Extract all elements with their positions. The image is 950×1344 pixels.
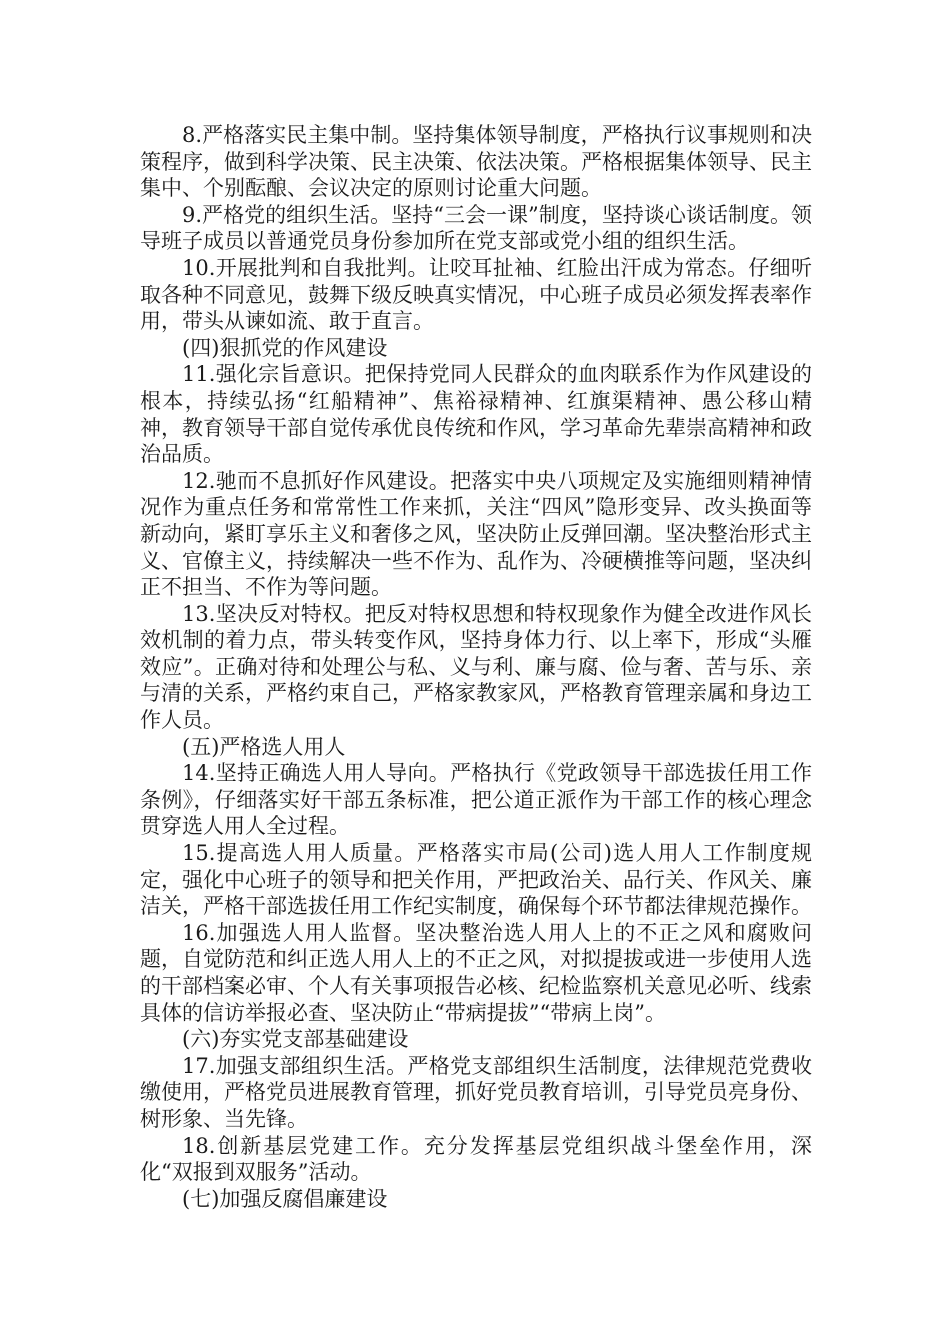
paragraph-item-10: 10.开展批判和自我批判。让咬耳扯袖、红脸出汗成为常态。仔细听取各种不同意见，鼓舞下级反映真实情况，中心班子成员必须发挥表率作用，带头从谏如流、敢于直言。 (140, 255, 812, 334)
section-heading-6: (六)夯实党支部基础建设 (182, 1027, 409, 1052)
paragraph-item-14: 14.坚持正确选人用人导向。严格执行《党政领导干部选拔任用工作条例》，仔细落实好干部五条标准，把公道正派作为干部工作的核心理念贯穿选人用人全过程。 (140, 761, 812, 839)
paragraph-item-17: 17.加强支部组织生活。严格党支部组织生活制度，法律规范党费收缴使用，严格党员进展教育管理，抓好党员教育培训，引导党员亮身份、树形象、当先锋。 (140, 1053, 812, 1131)
paragraph-item-15: 15.提高选人用人质量。严格落实市局(公司)选人用人工作制度规定，强化中心班子的领导和把关作用，严把政治关、品行关、作风关、廉洁关，严格干部选拔任用工作纪实制度，确保每个环节都法律规范操作。 (140, 841, 812, 919)
paragraph-item-16: 16.加强选人用人监督。坚决整治选人用人上的不正之风和腐败问题，自觉防范和纠正选人用人上的不正之风，对拟提拔或进一步使用人选的干部档案必审、个人有关事项报告必核、纪检监察机关意见必听、线索具体的信访举报必查、坚决防止“带病提拔”“带病上岗”。 (140, 920, 812, 1025)
paragraph-item-12: 12.驰而不息抓好作风建设。把落实中央八项规定及实施细则精神情况作为重点任务和常常性工作来抓，关注“四风”隐形变异、改头换面等新动向，紧盯享乐主义和奢侈之风，坚决防止反弹回潮。坚决整治形式主义、官僚主义，持续解决一些不作为、乱作为、冷硬横推等问题，坚决纠正不担当、不作为等问题。 (140, 468, 812, 600)
section-heading-7: (七)加强反腐倡廉建设 (182, 1186, 388, 1211)
paragraph-item-11: 11.强化宗旨意识。把保持党同人民群众的血肉联系作为作风建设的根本，持续弘扬“红船精神”、焦裕禄精神、红旗渠精神、愚公移山精神，教育领导干部自觉传承优良传统和作风，学习革命先辈崇高精神和政治品质。 (140, 362, 812, 467)
paragraph-item-9: 9.严格党的组织生活。坚持“三会一课”制度，坚持谈心谈话制度。领导班子成员以普通党员身份参加所在党支部或党小组的组织生活。 (140, 202, 812, 254)
section-heading-5: (五)严格选人用人 (182, 734, 346, 759)
paragraph-item-8: 8.严格落实民主集中制。坚持集体领导制度，严格执行议事规则和决策程序，做到科学决策、民主决策、依法决策。严格根据集体领导、民主集中、个别酝酿、会议决定的原则讨论重大问题。 (140, 123, 812, 201)
paragraph-item-13: 13.坚决反对特权。把反对特权思想和特权现象作为健全改进作风长效机制的着力点，带头转变作风，坚持身体力行、以上率下，形成“头雁效应”。正确对待和处理公与私、义与利、廉与腐、俭与奢、苦与乐、亲与清的关系，严格约束自己，严格家教家风，严格教育管理亲属和身边工作人员。 (140, 601, 812, 733)
paragraph-item-18: 18.创新基层党建工作。充分发挥基层党组织战斗堡垒作用，深化“双报到双服务”活动。 (140, 1133, 812, 1185)
section-heading-4: (四)狠抓党的作风建设 (182, 335, 388, 360)
document-body (140, 122, 812, 1212)
